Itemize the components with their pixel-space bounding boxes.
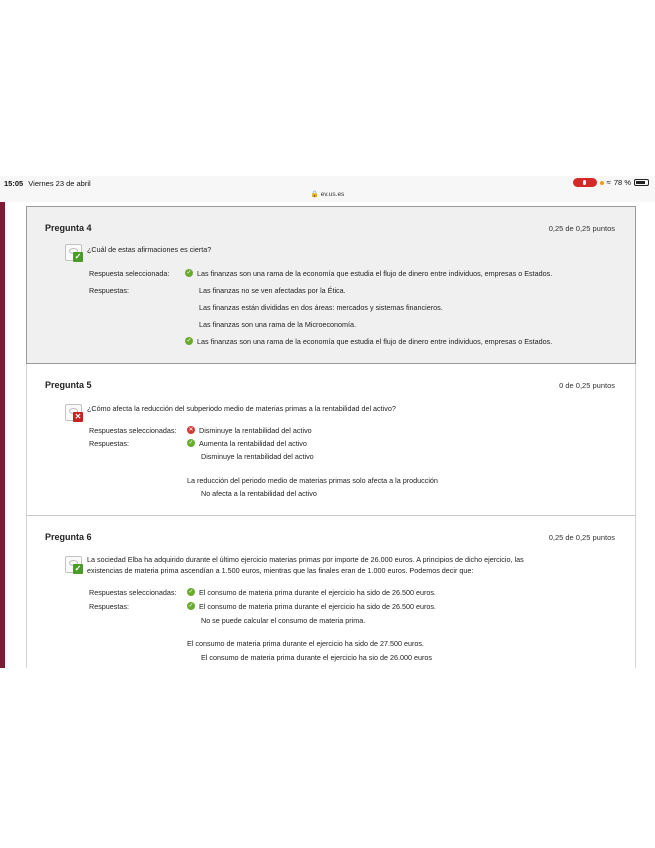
question-6 xyxy=(26,516,636,668)
answer-option: Disminuye la rentabilidad del activo xyxy=(201,452,314,461)
answer-option: Las finanzas no se ven afectadas por la Ética. xyxy=(199,286,346,295)
answers-label: Respuestas: xyxy=(89,602,129,611)
status-bar xyxy=(0,176,655,202)
test-review-content[interactable] xyxy=(0,202,655,668)
answer-option-correct: ✓ Las finanzas son una rama de la economía que estudia el flujo de dinero entre individuos, empresas o Estados. xyxy=(186,337,553,346)
clock: 15:05 xyxy=(4,179,24,188)
question-5 xyxy=(26,364,636,516)
check-icon: ✓ xyxy=(188,589,194,596)
check-icon: ✓ xyxy=(186,338,192,345)
selected-answer-label: Respuestas seleccionadas: xyxy=(89,426,177,435)
check-icon: ✓ xyxy=(188,440,194,447)
answers-label: Respuestas: xyxy=(89,286,129,295)
course-color-bar xyxy=(0,202,5,668)
wifi-icon: ≈ xyxy=(606,178,611,187)
answer-option: El consumo de materia prima durante el ejercicio ha sido de 27.500 euros. xyxy=(187,639,424,648)
microphone-icon xyxy=(573,178,597,187)
battery-fill xyxy=(636,181,645,184)
question-title: Pregunta 5 xyxy=(45,380,92,390)
incorrect-answer-icon: ✕ xyxy=(65,404,83,422)
url-bar[interactable]: 🔒 ev.us.es xyxy=(310,191,345,198)
date: Viernes 23 de abril xyxy=(28,179,91,188)
selected-answer: ✓ Las finanzas son una rama de la economía que estudia el flujo de dinero entre individuos, empresas o Estados. xyxy=(186,269,553,278)
question-title: Pregunta 4 xyxy=(45,223,92,233)
battery-icon xyxy=(634,179,649,186)
correct-answer-icon: ✓ xyxy=(65,244,83,262)
check-icon: ✓ xyxy=(186,270,192,277)
question-prompt-line-1: La sociedad Elba ha adquirido durante el último ejercicio materias primas por importe de 26.000 euros. A principios de dicho ejercicio, las xyxy=(87,555,524,564)
answer-option: Las finanzas están divididas en dos áreas: mercados y sistemas financieros. xyxy=(199,303,443,312)
mic-indicator-icon xyxy=(600,181,604,185)
question-points: 0 de 0,25 puntos xyxy=(559,381,615,390)
selected-answer: ✕ Disminuye la rentabilidad del activo xyxy=(188,426,312,435)
check-icon: ✓ xyxy=(188,603,194,610)
selected-answer-label: Respuesta seleccionada: xyxy=(89,269,170,278)
question-4 xyxy=(26,206,636,364)
answer-option: El consumo de materia prima durante el ejercicio ha sio de 26.000 euros xyxy=(201,653,432,662)
battery-percentage: 78 % xyxy=(613,178,631,187)
status-time xyxy=(4,179,91,188)
answer-option: La reducción del periodo medio de materias primas solo afecta a la producción xyxy=(187,476,438,485)
question-prompt-line-2: existencias de materia prima ascendían a 1.500 euros, mientras que las finales eran de 1.000 euros. Podemos decir que: xyxy=(87,566,474,575)
question-points: 0,25 de 0,25 puntos xyxy=(548,533,615,542)
selected-answer-label: Respuestas seleccionadas: xyxy=(89,588,177,597)
question-title: Pregunta 6 xyxy=(45,532,92,542)
answer-option: No afecta a la rentabilidad del activo xyxy=(201,489,317,498)
status-icons xyxy=(573,178,650,187)
answer-option: Las finanzas son una rama de la Microeconomía. xyxy=(199,320,357,329)
url-text: ev.us.es xyxy=(320,191,345,198)
question-prompt: ¿Cuál de estas afirmaciones es cierta? xyxy=(87,245,212,254)
correct-answer-icon: ✓ xyxy=(65,556,83,574)
answer-option: No se puede calcular el consumo de materia prima. xyxy=(201,616,366,625)
cross-icon: ✕ xyxy=(188,427,194,434)
question-points: 0,25 de 0,25 puntos xyxy=(548,224,615,233)
selected-answer: ✓ El consumo de materia prima durante el ejercicio ha sido de 26.500 euros. xyxy=(188,588,436,597)
answers-label: Respuestas: xyxy=(89,439,129,448)
answer-option-correct: ✓ Aumenta la rentabilidad del activo xyxy=(188,439,307,448)
answer-option-correct: ✓ El consumo de materia prima durante el ejercicio ha sido de 26.500 euros. xyxy=(188,602,436,611)
question-prompt: ¿Cómo afecta la reducción del subperiodo medio de materias primas a la rentabilidad del activo? xyxy=(87,404,396,413)
